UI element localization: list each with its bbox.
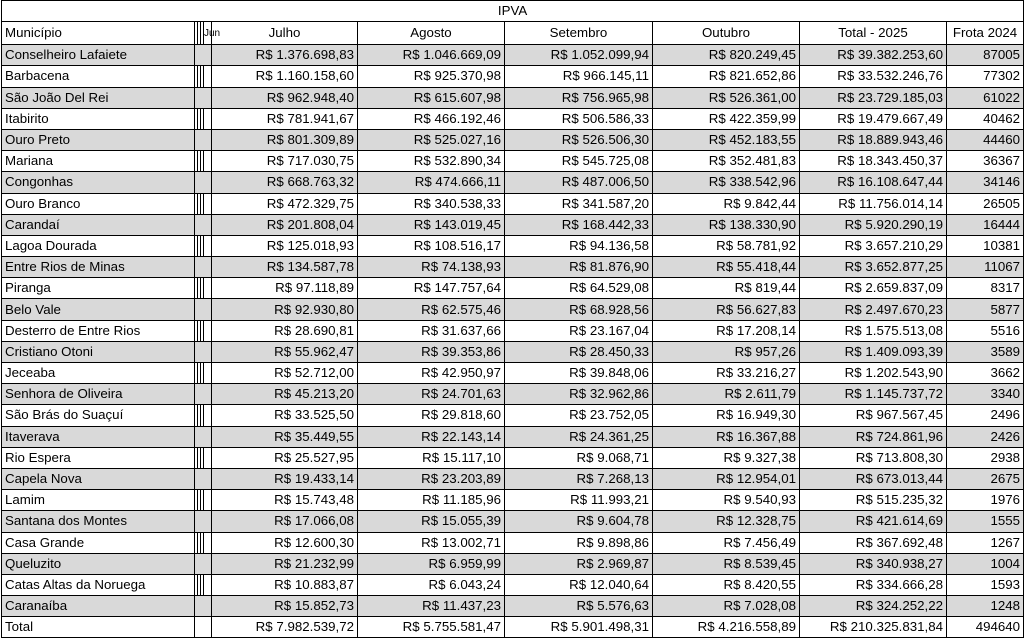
total-frota[interactable]: 494640 xyxy=(947,617,1024,638)
cell-outubro[interactable]: R$ 12.328,75 xyxy=(653,511,800,532)
cell-julho[interactable]: R$ 21.232,99 xyxy=(212,553,358,574)
cell-outubro[interactable]: R$ 338.542,96 xyxy=(653,172,800,193)
cell-frota[interactable]: 3589 xyxy=(947,341,1024,362)
cell-agosto[interactable]: R$ 29.818,60 xyxy=(358,405,505,426)
cell-total[interactable]: R$ 713.808,30 xyxy=(800,447,947,468)
cell-agosto[interactable]: R$ 143.019,45 xyxy=(358,214,505,235)
cell-total[interactable]: R$ 3.657.210,29 xyxy=(800,235,947,256)
cell-total[interactable]: R$ 673.013,44 xyxy=(800,468,947,489)
cell-outubro[interactable]: R$ 9.842,44 xyxy=(653,193,800,214)
table-row xyxy=(2,278,1024,299)
cell-municipio[interactable]: Congonhas xyxy=(2,172,195,193)
cell-setembro[interactable]: R$ 1.052.099,94 xyxy=(505,45,653,66)
table-row xyxy=(2,511,1024,532)
cell-setembro[interactable]: R$ 23.167,04 xyxy=(505,320,653,341)
cell-agosto[interactable]: R$ 108.516,17 xyxy=(358,235,505,256)
cell-julho[interactable]: R$ 15.852,73 xyxy=(212,596,358,617)
hidden-columns-cell[interactable] xyxy=(195,447,212,468)
cell-total[interactable]: R$ 5.920.290,19 xyxy=(800,214,947,235)
cell-agosto[interactable]: R$ 62.575,46 xyxy=(358,299,505,320)
cell-agosto[interactable]: R$ 525.027,16 xyxy=(358,129,505,150)
cell-total[interactable]: R$ 421.614,69 xyxy=(800,511,947,532)
cell-frota[interactable]: 61022 xyxy=(947,87,1024,108)
cell-setembro[interactable]: R$ 11.993,21 xyxy=(505,490,653,511)
cell-total[interactable]: R$ 1.202.543,90 xyxy=(800,363,947,384)
cell-frota[interactable]: 5877 xyxy=(947,299,1024,320)
cell-outubro[interactable]: R$ 8.539,45 xyxy=(653,553,800,574)
cell-total[interactable]: R$ 340.938,27 xyxy=(800,553,947,574)
hidden-columns-cell[interactable] xyxy=(195,299,212,320)
hidden-columns-cell[interactable] xyxy=(195,235,212,256)
hidden-columns-cell[interactable] xyxy=(195,384,212,405)
cell-julho[interactable]: R$ 33.525,50 xyxy=(212,405,358,426)
title-row xyxy=(2,1,1024,22)
cell-outubro[interactable]: R$ 16.367,88 xyxy=(653,426,800,447)
table-row xyxy=(2,447,1024,468)
cell-frota[interactable]: 5516 xyxy=(947,320,1024,341)
cell-setembro[interactable]: R$ 545.725,08 xyxy=(505,151,653,172)
cell-julho[interactable]: R$ 15.743,48 xyxy=(212,490,358,511)
cell-agosto[interactable]: R$ 74.138,93 xyxy=(358,257,505,278)
table-row xyxy=(2,214,1024,235)
cell-total[interactable]: R$ 2.659.837,09 xyxy=(800,278,947,299)
cell-setembro[interactable]: R$ 487.006,50 xyxy=(505,172,653,193)
cell-total[interactable]: R$ 23.729.185,03 xyxy=(800,87,947,108)
cell-frota[interactable]: 87005 xyxy=(947,45,1024,66)
cell-julho[interactable]: R$ 92.930,80 xyxy=(212,299,358,320)
table-row xyxy=(2,299,1024,320)
total-total[interactable]: R$ 210.325.831,84 xyxy=(800,617,947,638)
cell-agosto[interactable]: R$ 532.890,34 xyxy=(358,151,505,172)
table-row xyxy=(2,193,1024,214)
table-title: IPVA xyxy=(2,1,1024,22)
cell-julho[interactable]: R$ 962.948,40 xyxy=(212,87,358,108)
table-row xyxy=(2,384,1024,405)
cell-julho[interactable]: R$ 17.066,08 xyxy=(212,511,358,532)
cell-julho[interactable]: R$ 55.962,47 xyxy=(212,341,358,362)
cell-setembro[interactable]: R$ 506.586,33 xyxy=(505,108,653,129)
cell-setembro[interactable]: R$ 5.576,63 xyxy=(505,596,653,617)
cell-municipio[interactable]: Belo Vale xyxy=(2,299,195,320)
cell-agosto[interactable]: R$ 340.538,33 xyxy=(358,193,505,214)
cell-outubro[interactable]: R$ 7.028,08 xyxy=(653,596,800,617)
table-row xyxy=(2,172,1024,193)
cell-municipio[interactable]: Desterro de Entre Rios xyxy=(2,320,195,341)
cell-municipio[interactable]: Lamim xyxy=(2,490,195,511)
cell-municipio[interactable]: São João Del Rei xyxy=(2,87,195,108)
cell-julho[interactable]: R$ 97.118,89 xyxy=(212,278,358,299)
cell-agosto[interactable]: R$ 6.043,24 xyxy=(358,574,505,595)
cell-frota[interactable]: 16444 xyxy=(947,214,1024,235)
cell-setembro[interactable]: R$ 168.442,33 xyxy=(505,214,653,235)
cell-setembro[interactable]: R$ 94.136,58 xyxy=(505,235,653,256)
cell-frota[interactable]: 1004 xyxy=(947,553,1024,574)
cell-municipio[interactable]: Senhora de Oliveira xyxy=(2,384,195,405)
cell-julho[interactable]: R$ 12.600,30 xyxy=(212,532,358,553)
cell-agosto[interactable]: R$ 1.046.669,09 xyxy=(358,45,505,66)
cell-agosto[interactable]: R$ 925.370,98 xyxy=(358,66,505,87)
cell-julho[interactable]: R$ 52.712,00 xyxy=(212,363,358,384)
cell-julho[interactable]: R$ 472.329,75 xyxy=(212,193,358,214)
cell-julho[interactable]: R$ 781.941,67 xyxy=(212,108,358,129)
cell-setembro[interactable]: R$ 9.068,71 xyxy=(505,447,653,468)
hidden-columns-cell[interactable] xyxy=(195,108,212,129)
hidden-columns-cell[interactable] xyxy=(195,341,212,362)
cell-outubro[interactable]: R$ 819,44 xyxy=(653,278,800,299)
cell-municipio[interactable]: Conselheiro Lafaiete xyxy=(2,45,195,66)
hidden-columns-cell[interactable] xyxy=(195,363,212,384)
ipva-table xyxy=(1,0,1024,638)
cell-setembro[interactable]: R$ 7.268,13 xyxy=(505,468,653,489)
cell-municipio[interactable]: Piranga xyxy=(2,278,195,299)
table-row xyxy=(2,363,1024,384)
cell-frota[interactable]: 1976 xyxy=(947,490,1024,511)
cell-julho[interactable]: R$ 1.160.158,60 xyxy=(212,66,358,87)
cell-julho[interactable]: R$ 201.808,04 xyxy=(212,214,358,235)
cell-outubro[interactable]: R$ 526.361,00 xyxy=(653,87,800,108)
cell-municipio[interactable]: Entre Rios de Minas xyxy=(2,257,195,278)
cell-municipio[interactable]: Capela Nova xyxy=(2,468,195,489)
cell-agosto[interactable]: R$ 42.950,97 xyxy=(358,363,505,384)
cell-julho[interactable]: R$ 125.018,93 xyxy=(212,235,358,256)
cell-total[interactable]: R$ 1.409.093,39 xyxy=(800,341,947,362)
hidden-columns-cell[interactable] xyxy=(195,151,212,172)
header-agosto[interactable]: Agosto xyxy=(358,22,505,45)
cell-setembro[interactable]: R$ 68.928,56 xyxy=(505,299,653,320)
hidden-columns-cell[interactable] xyxy=(195,532,212,553)
cell-frota[interactable]: 26505 xyxy=(947,193,1024,214)
cell-frota[interactable]: 36367 xyxy=(947,151,1024,172)
cell-julho[interactable]: R$ 801.309,89 xyxy=(212,129,358,150)
cell-agosto[interactable]: R$ 147.757,64 xyxy=(358,278,505,299)
hidden-columns-cell[interactable] xyxy=(195,468,212,489)
header-total[interactable]: Total - 2025 xyxy=(800,22,947,45)
cell-municipio[interactable]: Carandaí xyxy=(2,214,195,235)
cell-outubro[interactable]: R$ 352.481,83 xyxy=(653,151,800,172)
cell-julho[interactable]: R$ 1.376.698,83 xyxy=(212,45,358,66)
cell-julho[interactable]: R$ 668.763,32 xyxy=(212,172,358,193)
cell-setembro[interactable]: R$ 81.876,90 xyxy=(505,257,653,278)
cell-municipio[interactable]: Mariana xyxy=(2,151,195,172)
cell-setembro[interactable]: R$ 32.962,86 xyxy=(505,384,653,405)
header-setembro[interactable]: Setembro xyxy=(505,22,653,45)
cell-agosto[interactable]: R$ 11.437,23 xyxy=(358,596,505,617)
hidden-columns-cell[interactable] xyxy=(195,278,212,299)
cell-municipio[interactable]: Lagoa Dourada xyxy=(2,235,195,256)
cell-municipio[interactable]: Itaverava xyxy=(2,426,195,447)
cell-total[interactable]: R$ 324.252,22 xyxy=(800,596,947,617)
cell-agosto[interactable]: R$ 11.185,96 xyxy=(358,490,505,511)
table-row xyxy=(2,532,1024,553)
cell-agosto[interactable]: R$ 31.637,66 xyxy=(358,320,505,341)
cell-outubro[interactable]: R$ 16.949,30 xyxy=(653,405,800,426)
cell-agosto[interactable]: R$ 6.959,99 xyxy=(358,553,505,574)
cell-julho[interactable]: R$ 134.587,78 xyxy=(212,257,358,278)
cell-total[interactable]: R$ 724.861,96 xyxy=(800,426,947,447)
cell-frota[interactable]: 40462 xyxy=(947,108,1024,129)
table-row xyxy=(2,108,1024,129)
total-row xyxy=(2,617,1024,638)
hidden-columns-cell[interactable] xyxy=(195,257,212,278)
cell-outubro[interactable]: R$ 17.208,14 xyxy=(653,320,800,341)
cell-municipio[interactable]: Catas Altas da Noruega xyxy=(2,574,195,595)
cell-total[interactable]: R$ 367.692,48 xyxy=(800,532,947,553)
cell-total[interactable]: R$ 2.497.670,23 xyxy=(800,299,947,320)
cell-frota[interactable]: 2426 xyxy=(947,426,1024,447)
cell-outubro[interactable]: R$ 820.249,45 xyxy=(653,45,800,66)
cell-julho[interactable]: R$ 25.527,95 xyxy=(212,447,358,468)
cell-total[interactable]: R$ 515.235,32 xyxy=(800,490,947,511)
hidden-columns-cell[interactable] xyxy=(195,596,212,617)
cell-total[interactable]: R$ 39.382.253,60 xyxy=(800,45,947,66)
cell-frota[interactable]: 2496 xyxy=(947,405,1024,426)
cell-agosto[interactable]: R$ 23.203,89 xyxy=(358,468,505,489)
cell-julho[interactable]: R$ 35.449,55 xyxy=(212,426,358,447)
cell-frota[interactable]: 44460 xyxy=(947,129,1024,150)
hidden-columns-cell[interactable] xyxy=(195,426,212,447)
hidden-columns-cell[interactable] xyxy=(195,490,212,511)
cell-julho[interactable]: R$ 10.883,87 xyxy=(212,574,358,595)
cell-outubro[interactable]: R$ 957,26 xyxy=(653,341,800,362)
cell-outubro[interactable]: R$ 55.418,44 xyxy=(653,257,800,278)
hidden-columns-cell[interactable] xyxy=(195,45,212,66)
cell-outubro[interactable]: R$ 7.456,49 xyxy=(653,532,800,553)
cell-frota[interactable]: 34146 xyxy=(947,172,1024,193)
table-row xyxy=(2,87,1024,108)
cell-agosto[interactable]: R$ 466.192,46 xyxy=(358,108,505,129)
header-julho[interactable]: Julho xyxy=(212,22,358,45)
hidden-columns-cell[interactable] xyxy=(195,553,212,574)
total-municipio[interactable]: Total xyxy=(2,617,195,638)
hidden-columns-cell[interactable] xyxy=(195,511,212,532)
cell-municipio[interactable]: Ouro Branco xyxy=(2,193,195,214)
total-setembro[interactable]: R$ 5.901.498,31 xyxy=(505,617,653,638)
cell-agosto[interactable]: R$ 15.055,39 xyxy=(358,511,505,532)
total-julho[interactable]: R$ 7.982.539,72 xyxy=(212,617,358,638)
cell-frota[interactable]: 11067 xyxy=(947,257,1024,278)
cell-setembro[interactable]: R$ 23.752,05 xyxy=(505,405,653,426)
cell-setembro[interactable]: R$ 966.145,11 xyxy=(505,66,653,87)
cell-agosto[interactable]: R$ 22.143,14 xyxy=(358,426,505,447)
cell-total[interactable]: R$ 33.532.246,76 xyxy=(800,66,947,87)
cell-agosto[interactable]: R$ 13.002,71 xyxy=(358,532,505,553)
cell-outubro[interactable]: R$ 821.652,86 xyxy=(653,66,800,87)
hidden-columns-cell[interactable] xyxy=(195,66,212,87)
cell-municipio[interactable]: Jeceaba xyxy=(2,363,195,384)
cell-agosto[interactable]: R$ 24.701,63 xyxy=(358,384,505,405)
cell-outubro[interactable]: R$ 422.359,99 xyxy=(653,108,800,129)
cell-setembro[interactable]: R$ 9.604,78 xyxy=(505,511,653,532)
cell-total[interactable]: R$ 16.108.647,44 xyxy=(800,172,947,193)
cell-municipio[interactable]: Ouro Preto xyxy=(2,129,195,150)
cell-total[interactable]: R$ 18.889.943,46 xyxy=(800,129,947,150)
cell-frota[interactable]: 10381 xyxy=(947,235,1024,256)
table-body xyxy=(2,45,1024,638)
table-row xyxy=(2,66,1024,87)
cell-frota[interactable]: 77302 xyxy=(947,66,1024,87)
cell-municipio[interactable]: Cristiano Otoni xyxy=(2,341,195,362)
cell-setembro[interactable]: R$ 28.450,33 xyxy=(505,341,653,362)
cell-outubro[interactable]: R$ 452.183,55 xyxy=(653,129,800,150)
cell-total[interactable]: R$ 967.567,45 xyxy=(800,405,947,426)
cell-outubro[interactable]: R$ 8.420,55 xyxy=(653,574,800,595)
table-row xyxy=(2,405,1024,426)
cell-julho[interactable]: R$ 28.690,81 xyxy=(212,320,358,341)
total-outubro[interactable]: R$ 4.216.558,89 xyxy=(653,617,800,638)
cell-municipio[interactable]: São Brás do Suaçuí xyxy=(2,405,195,426)
hidden-columns-cell[interactable] xyxy=(195,129,212,150)
cell-outubro[interactable]: R$ 58.781,92 xyxy=(653,235,800,256)
table-row xyxy=(2,574,1024,595)
cell-total[interactable]: R$ 1.145.737,72 xyxy=(800,384,947,405)
table-row xyxy=(2,257,1024,278)
cell-outubro[interactable]: R$ 138.330,90 xyxy=(653,214,800,235)
cell-frota[interactable]: 2938 xyxy=(947,447,1024,468)
hidden-columns-cell[interactable] xyxy=(195,320,212,341)
cell-frota[interactable]: 2675 xyxy=(947,468,1024,489)
cell-agosto[interactable]: R$ 39.353,86 xyxy=(358,341,505,362)
table-row xyxy=(2,151,1024,172)
table-row xyxy=(2,45,1024,66)
cell-total[interactable]: R$ 334.666,28 xyxy=(800,574,947,595)
table-row xyxy=(2,553,1024,574)
cell-julho[interactable]: R$ 45.213,20 xyxy=(212,384,358,405)
table-row xyxy=(2,490,1024,511)
table-row xyxy=(2,235,1024,256)
table-row xyxy=(2,320,1024,341)
table-row xyxy=(2,129,1024,150)
cell-setembro[interactable]: R$ 526.506,30 xyxy=(505,129,653,150)
hidden-columns-cell[interactable] xyxy=(195,574,212,595)
hidden-columns-cell[interactable] xyxy=(195,172,212,193)
cell-setembro[interactable]: R$ 24.361,25 xyxy=(505,426,653,447)
cell-total[interactable]: R$ 19.479.667,49 xyxy=(800,108,947,129)
cell-total[interactable]: R$ 18.343.450,37 xyxy=(800,151,947,172)
table-row xyxy=(2,596,1024,617)
cell-outubro[interactable]: R$ 9.327,38 xyxy=(653,447,800,468)
cell-municipio[interactable]: Casa Grande xyxy=(2,532,195,553)
cell-frota[interactable]: 1593 xyxy=(947,574,1024,595)
cell-setembro[interactable]: R$ 12.040,64 xyxy=(505,574,653,595)
cell-setembro[interactable]: R$ 2.969,87 xyxy=(505,553,653,574)
cell-outubro[interactable]: R$ 33.216,27 xyxy=(653,363,800,384)
cell-frota[interactable]: 1267 xyxy=(947,532,1024,553)
header-municipio[interactable]: Município xyxy=(2,22,195,45)
cell-municipio[interactable]: Rio Espera xyxy=(2,447,195,468)
cell-setembro[interactable]: R$ 39.848,06 xyxy=(505,363,653,384)
cell-frota[interactable]: 3340 xyxy=(947,384,1024,405)
cell-agosto[interactable]: R$ 615.607,98 xyxy=(358,87,505,108)
cell-agosto[interactable]: R$ 15.117,10 xyxy=(358,447,505,468)
cell-agosto[interactable]: R$ 474.666,11 xyxy=(358,172,505,193)
header-frota[interactable]: Frota 2024 xyxy=(947,22,1024,45)
cell-setembro[interactable]: R$ 64.529,08 xyxy=(505,278,653,299)
cell-frota[interactable]: 3662 xyxy=(947,363,1024,384)
cell-total[interactable]: R$ 3.652.877,25 xyxy=(800,257,947,278)
cell-total[interactable]: R$ 11.756.014,14 xyxy=(800,193,947,214)
cell-outubro[interactable]: R$ 2.611,79 xyxy=(653,384,800,405)
table-row xyxy=(2,468,1024,489)
hidden-columns-cell[interactable] xyxy=(195,405,212,426)
cell-municipio[interactable]: Caranaíba xyxy=(2,596,195,617)
hidden-columns-cell[interactable] xyxy=(195,214,212,235)
cell-outubro[interactable]: R$ 12.954,01 xyxy=(653,468,800,489)
cell-julho[interactable]: R$ 19.433,14 xyxy=(212,468,358,489)
total-agosto[interactable]: R$ 5.755.581,47 xyxy=(358,617,505,638)
cell-outubro[interactable]: R$ 9.540,93 xyxy=(653,490,800,511)
header-outubro[interactable]: Outubro xyxy=(653,22,800,45)
table-row xyxy=(2,341,1024,362)
hidden-columns-cell[interactable] xyxy=(195,193,212,214)
cell-total[interactable]: R$ 1.575.513,08 xyxy=(800,320,947,341)
header-row xyxy=(2,22,1024,45)
header-hidden-columns[interactable] xyxy=(195,22,221,45)
cell-julho[interactable]: R$ 717.030,75 xyxy=(212,151,358,172)
cell-setembro[interactable]: R$ 341.587,20 xyxy=(505,193,653,214)
table-row xyxy=(2,426,1024,447)
cell-municipio[interactable]: Barbacena xyxy=(2,66,195,87)
hidden-columns-cell[interactable] xyxy=(195,87,212,108)
cell-frota[interactable]: 1248 xyxy=(947,596,1024,617)
cell-setembro[interactable]: R$ 756.965,98 xyxy=(505,87,653,108)
cell-frota[interactable]: 1555 xyxy=(947,511,1024,532)
cell-municipio[interactable]: Queluzito xyxy=(2,553,195,574)
cell-setembro[interactable]: R$ 9.898,86 xyxy=(505,532,653,553)
cell-municipio[interactable]: Santana dos Montes xyxy=(2,511,195,532)
cell-municipio[interactable]: Itabirito xyxy=(2,108,195,129)
cell-outubro[interactable]: R$ 56.627,83 xyxy=(653,299,800,320)
header-hidden-fragment: Jun xyxy=(204,28,221,40)
hidden-columns-cell[interactable] xyxy=(195,617,212,638)
cell-frota[interactable]: 8317 xyxy=(947,278,1024,299)
